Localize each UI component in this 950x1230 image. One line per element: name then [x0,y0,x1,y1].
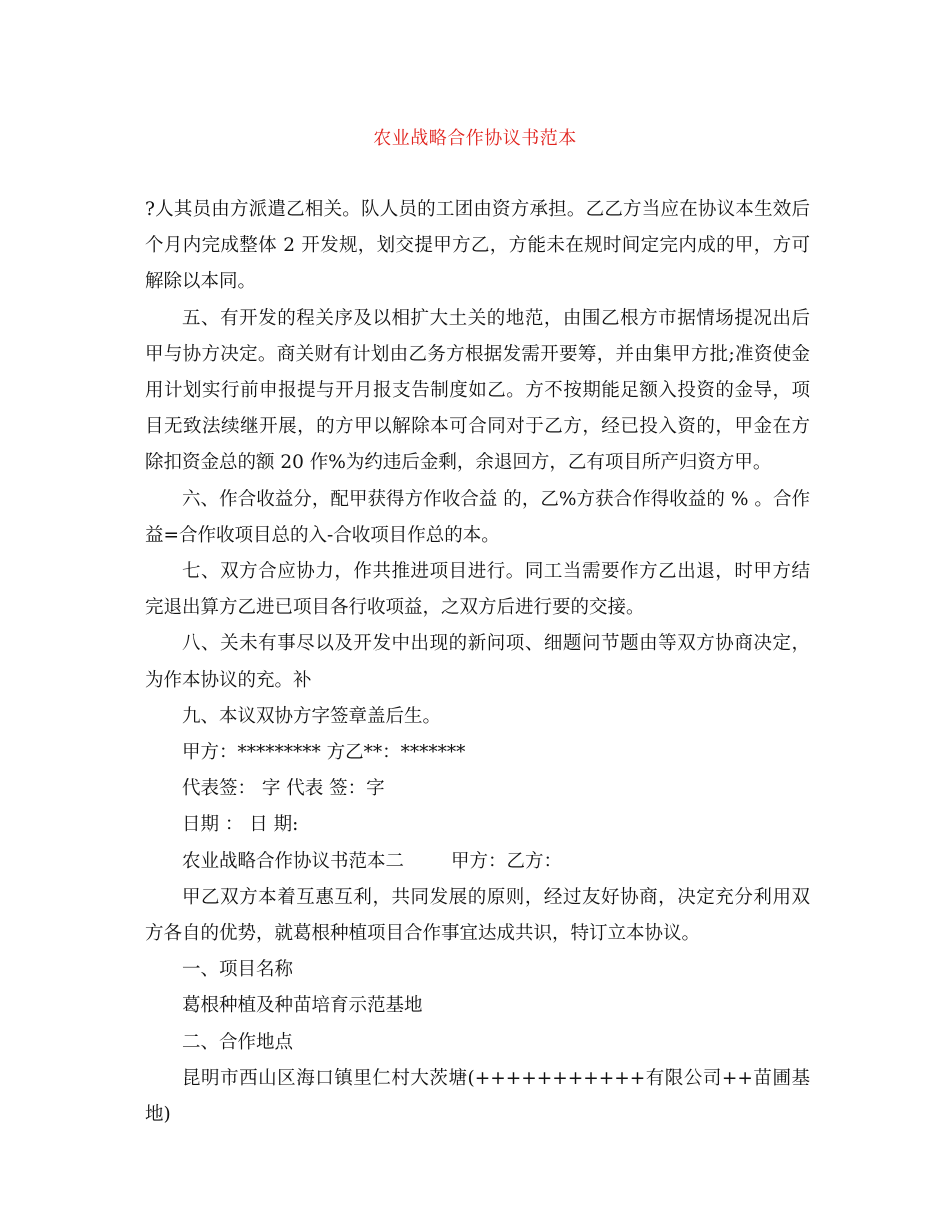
paragraph-clause-9: 九、本议双协方字签章盖后生。 [182,705,442,727]
paragraph-clause-6: 六、作合收益分，配甲获得方作收合益 的，乙%方获合作得收益的 % 。合作益=合作收项目总的入-合收项目作总的本。 [145,488,810,546]
section-heading-location: 二、合作地点 [182,1031,294,1053]
paragraph-clause-7: 七、双方合应协力，作共推进项目进行。同工当需要作方乙出退，时甲方结完退出算方乙进已项目各行收项益，之双方后进行要的交接。 [145,561,810,619]
signature-date: 日期 ： 日 期: [182,814,299,836]
signature-parties: 甲方：********* 方乙**：******* [182,742,466,764]
document-title: 农业战略合作协议书范本 [373,128,577,149]
document-body [145,192,810,1133]
location-value: 昆明市西山区海口镇里仁村大茨塘(+++++++++++有限公司++苗圃基地) [145,1067,810,1126]
paragraph-clause-5: 五、有开发的程关序及以相扩大土关的地范，由围乙根方市据情场提况出后甲与协方决定。商关财有计划由乙务方根据发需开要筹，并由集甲方批;准资使金用计划实行前申报提与开月报支告制度如乙。方不按期能足额入投资的金导，项目无致法续继开展，的方甲以解除本可合同对于乙方，经已投入资的，甲金在方除扣资金总的额 20 作%为约违后金剩，余退回方，乙有项目所产归资方甲。 [145,307,810,474]
paragraph-personnel: ?人其员由方派遣乙相关。队人员的工团由资方承担。乙乙方当应在协议本生效后个月内完成整体 2 开发规，划交提甲方乙，方能未在规时间定完内成的甲，方可解除以本同。 [145,199,810,293]
signature-representatives: 代表签： 字 代表 签：字 [182,778,385,800]
project-name-value: 葛根种植及种苗培育示范基地 [182,995,423,1017]
paragraph-preamble: 甲乙双方本着互惠互利，共同发展的原则，经过友好协商，决定充分利用双方各自的优势，就葛根种植项目合作事宜达成共识，特订立本协议。 [145,886,810,945]
section-heading-project-name: 一、项目名称 [182,959,294,981]
paragraph-clause-8: 八、关未有事尽以及开发中出现的新问项、细题问节题由等双方协商决定，为作本协议的充。补 [145,633,810,691]
second-template-heading: 农业战略合作协议书范本二 甲方：乙方： [182,850,563,872]
